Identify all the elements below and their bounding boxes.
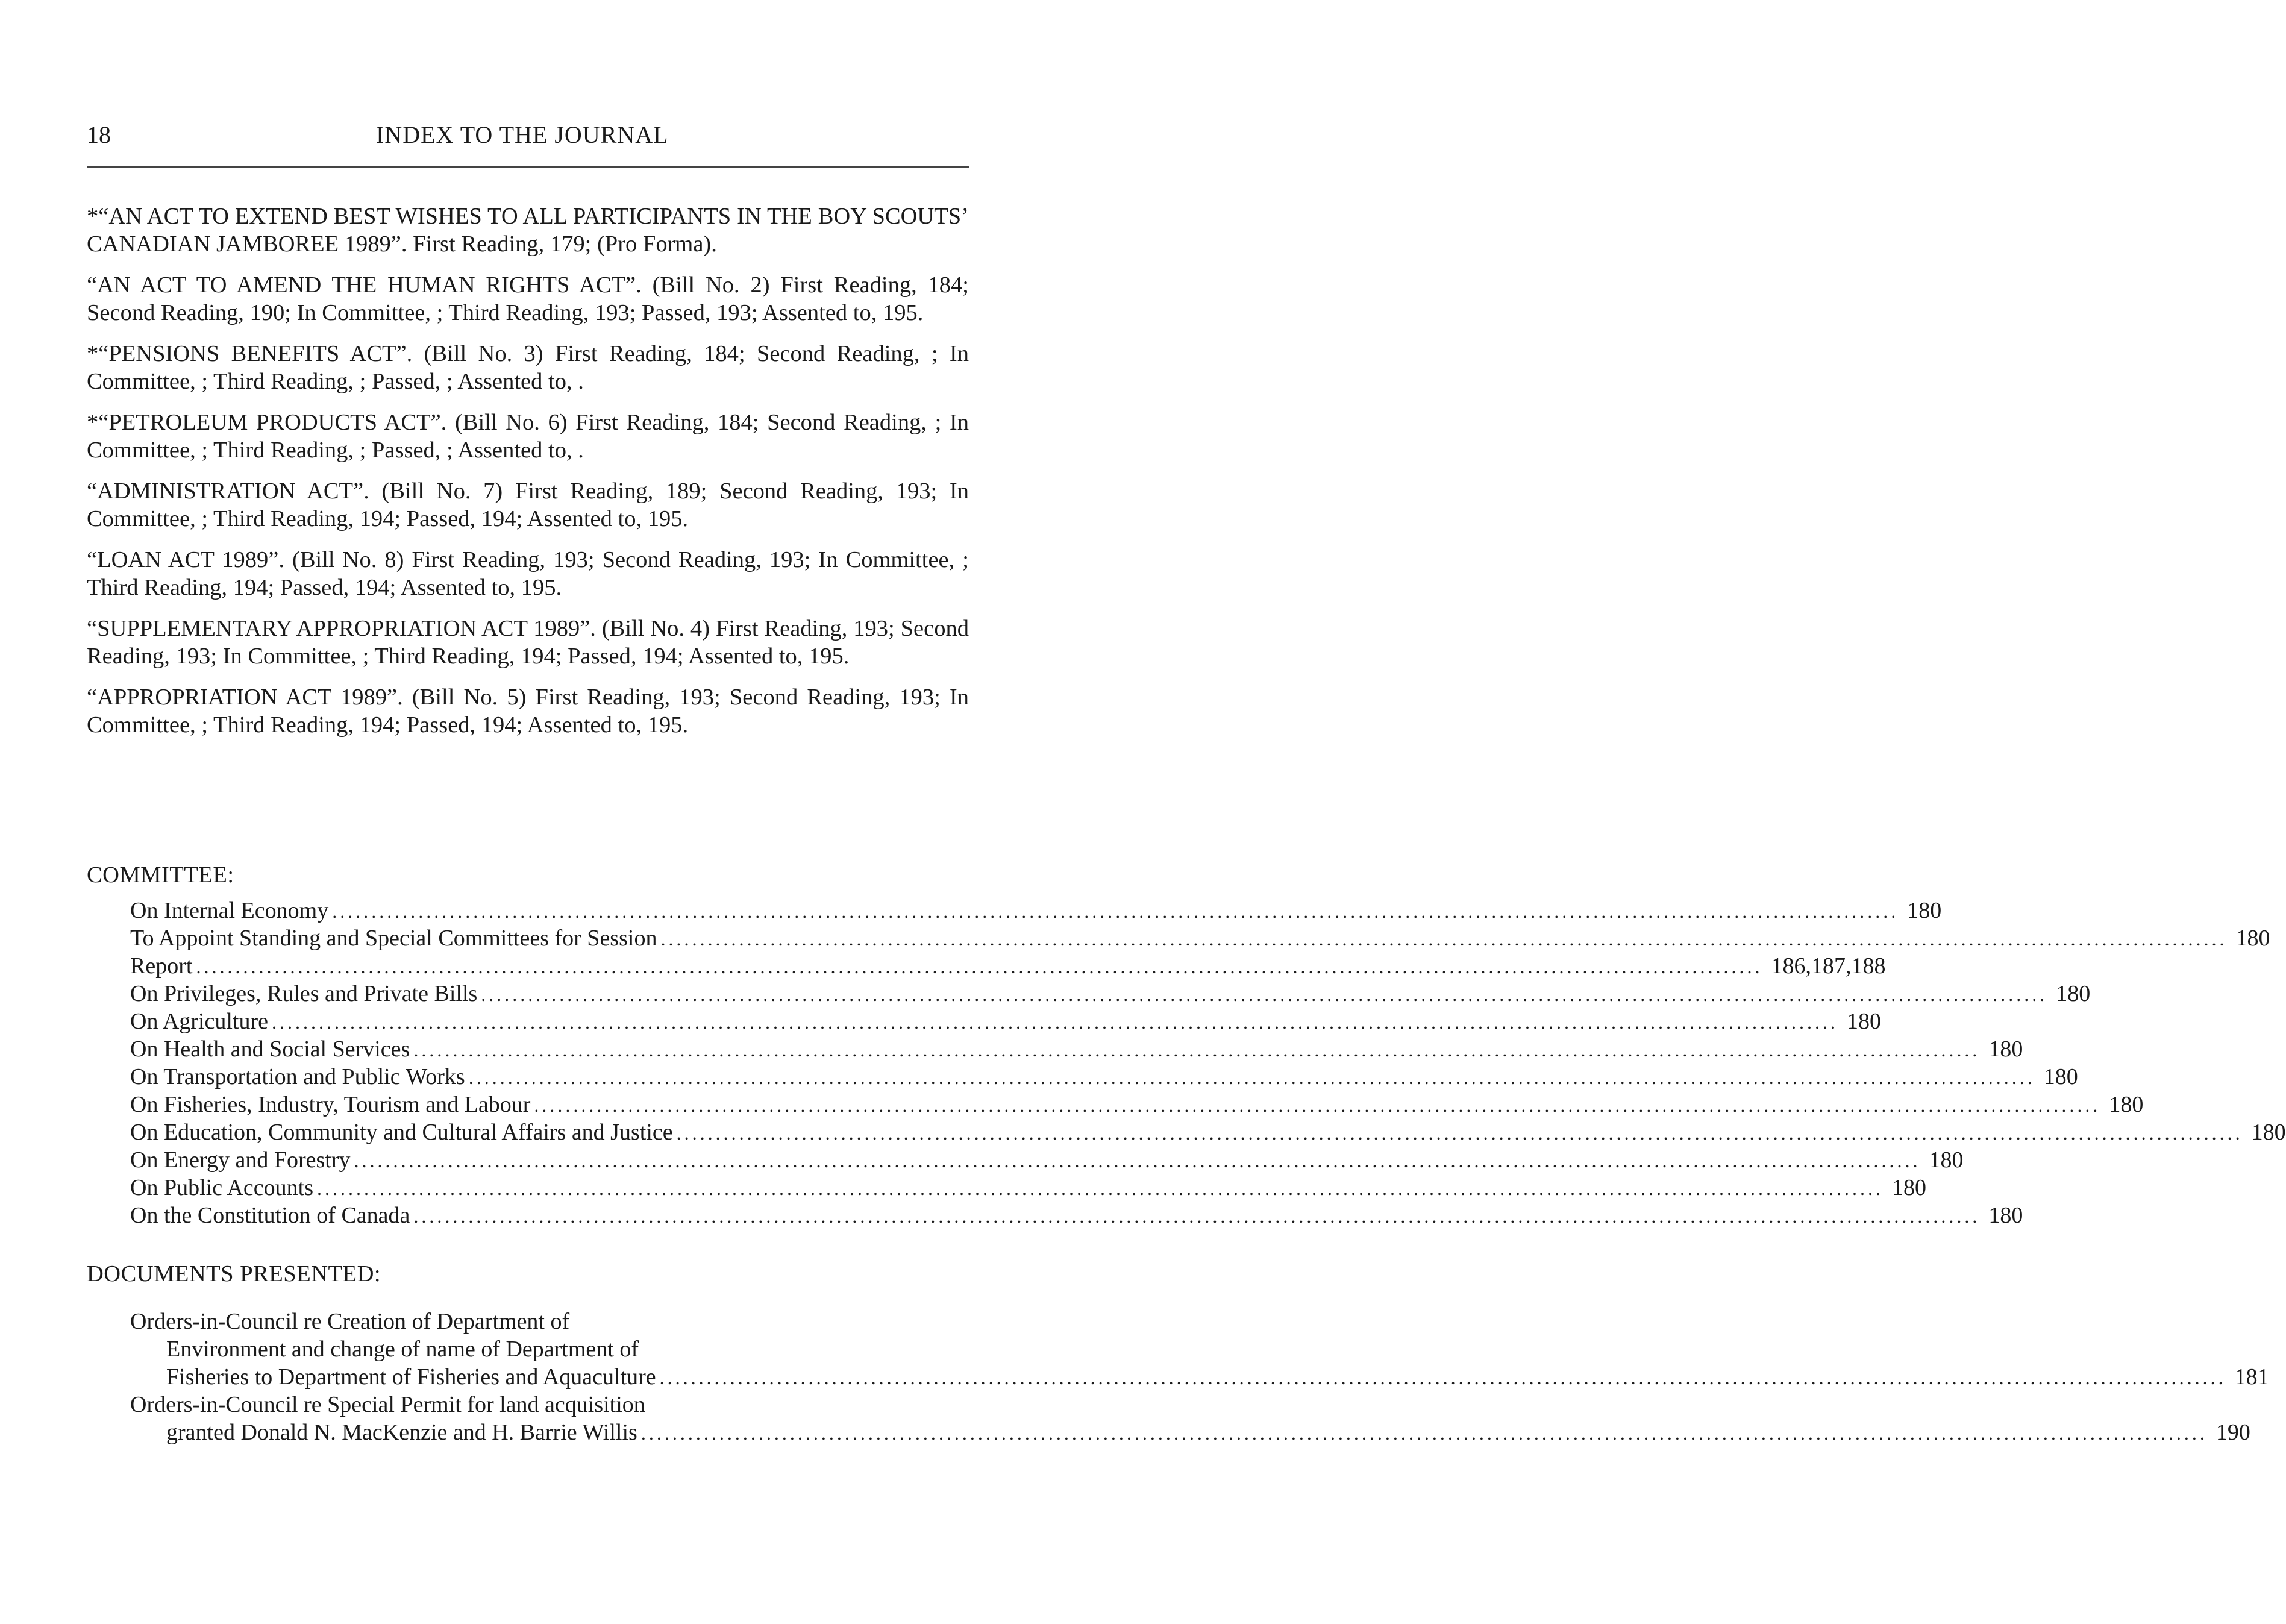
act-entry: *“AN ACT TO EXTEND BEST WISHES TO ALL PARTICIPANTS IN THE BOY SCOUTS’ CANADIAN JAMBOREE 1989”. First Reading, 179; (Pro Forma). [87, 204, 969, 257]
dot-leader: ........................................................................................................................................................................................................ [659, 1367, 2226, 1388]
document-page: 181 [2234, 1364, 2269, 1390]
committee-page: 180 [2109, 1092, 2144, 1117]
committee-page: 180 [1891, 1175, 1926, 1200]
committee-label: On Health and Social Services [130, 1036, 410, 1062]
dot-leader: ........................................................................................................................................................................................................ [332, 900, 1899, 922]
committee-label: On Internal Economy [130, 898, 329, 923]
header-rule [87, 166, 969, 168]
committee-item [130, 1008, 1882, 1035]
dot-leader: ........................................................................................................................................................................................................ [272, 1011, 1839, 1033]
document-item [130, 1308, 2269, 1391]
act-entry: “ADMINISTRATION ACT”. (Bill No. 7) First Reading, 189; Second Reading, 193; In Committee, ; Third Reading, 194; Passed, 194; Assented to, 195. [87, 478, 969, 531]
act-entry: “APPROPRIATION ACT 1989”. (Bill No. 5) First Reading, 193; Second Reading, 193; In Committee, ; Third Reading, 194; Passed, 194; Assented to, 195. [87, 685, 969, 738]
committee-item [130, 1091, 2144, 1118]
committee-label: On the Constitution of Canada [130, 1203, 410, 1228]
committee-label: To Appoint Standing and Special Committees for Session [130, 926, 657, 951]
acts-list [87, 202, 969, 752]
committee-page: 180 [2056, 981, 2091, 1006]
document-item [130, 1391, 2250, 1446]
committee-page: 180 [1907, 898, 1942, 923]
committee-item [130, 1202, 2023, 1229]
document-line: Environment and change of name of Department of [166, 1337, 639, 1362]
committee-item [130, 1146, 1964, 1174]
dot-leader: ........................................................................................................................................................................................................ [640, 1422, 2208, 1444]
committee-label: On Public Accounts [130, 1175, 313, 1200]
document-line [130, 1419, 2250, 1446]
dot-leader: ........................................................................................................................................................................................................ [660, 928, 2228, 950]
page-title: INDEX TO THE JOURNAL [376, 121, 669, 148]
committee-item [130, 924, 2270, 952]
dot-leader: ........................................................................................................................................................................................................ [534, 1094, 2101, 1116]
committee-list [130, 897, 2286, 1229]
committee-label: On Energy and Forestry [130, 1147, 351, 1173]
committee-item [130, 897, 1942, 924]
documents-heading: DOCUMENTS PRESENTED: [87, 1261, 381, 1287]
page-header [87, 121, 969, 157]
act-entry: “AN ACT TO AMEND THE HUMAN RIGHTS ACT”. (Bill No. 2) First Reading, 184; Second Reading, 190; In Committee, ; Third Reading, 193; Passed, 193; Assented to, 195. [87, 272, 969, 325]
committee-page: 180 [2251, 1120, 2286, 1145]
document-label: granted Donald N. MacKenzie and H. Barrie Willis [166, 1420, 637, 1445]
committee-label: On Privileges, Rules and Private Bills [130, 981, 478, 1006]
dot-leader: ........................................................................................................................................................................................................ [413, 1039, 1981, 1061]
committee-page: 180 [1929, 1147, 1964, 1173]
act-entry: *“PETROLEUM PRODUCTS ACT”. (Bill No. 6) First Reading, 184; Second Reading, ; In Committee, ; Third Reading, ; Passed, ; Assented to, . [87, 410, 969, 463]
committee-label: On Transportation and Public Works [130, 1064, 465, 1089]
committee-heading: COMMITTEE: [87, 862, 234, 888]
committee-item [130, 1035, 2023, 1063]
document-label: Fisheries to Department of Fisheries and Aquaculture [166, 1364, 656, 1390]
committee-page: 180 [1847, 1009, 1882, 1034]
act-entry: *“PENSIONS BENEFITS ACT”. (Bill No. 3) First Reading, 184; Second Reading, ; In Committee, ; Third Reading, ; Passed, ; Assented to, . [87, 341, 969, 394]
committee-item [130, 980, 2091, 1008]
act-entry: “LOAN ACT 1989”. (Bill No. 8) First Reading, 193; Second Reading, 193; In Committee, ; Third Reading, 194; Passed, 194; Assented to, 195. [87, 547, 969, 600]
dot-leader: ........................................................................................................................................................................................................ [468, 1067, 2035, 1088]
committee-label: On Fisheries, Industry, Tourism and Labour [130, 1092, 531, 1117]
dot-leader: ........................................................................................................................................................................................................ [413, 1205, 1981, 1227]
act-entry: “SUPPLEMENTARY APPROPRIATION ACT 1989”. (Bill No. 4) First Reading, 193; Second Reading, 193; In Committee, ; Third Reading, 194; Passed, 194; Assented to, 195. [87, 616, 969, 669]
dot-leader: ........................................................................................................................................................................................................ [196, 956, 1763, 977]
document-line: Orders-in-Council re Special Permit for land acquisition [130, 1392, 645, 1417]
committee-page: 180 [2235, 926, 2270, 951]
committee-label: Report [130, 953, 193, 979]
committee-page: 180 [1988, 1203, 2023, 1228]
committee-page: 186,187,188 [1771, 953, 1886, 979]
document-line: Orders-in-Council re Creation of Department of [130, 1309, 570, 1334]
dot-leader: ........................................................................................................................................................................................................ [676, 1122, 2243, 1144]
document-line [130, 1363, 2269, 1391]
dot-leader: ........................................................................................................................................................................................................ [316, 1177, 1884, 1199]
committee-item [130, 952, 1886, 980]
committee-label: On Education, Community and Cultural Affairs and Justice [130, 1120, 673, 1145]
committee-label: On Agriculture [130, 1009, 269, 1034]
dot-leader: ........................................................................................................................................................................................................ [354, 1150, 1921, 1171]
committee-page: 180 [1988, 1036, 2023, 1062]
document-page: 190 [2216, 1420, 2250, 1445]
dot-leader: ........................................................................................................................................................................................................ [481, 983, 2048, 1005]
documents-list [130, 1308, 2269, 1446]
page-number: 18 [87, 121, 111, 148]
committee-page: 180 [2043, 1064, 2078, 1089]
committee-item [130, 1063, 2078, 1091]
committee-item [130, 1174, 1926, 1202]
committee-item [130, 1118, 2286, 1146]
